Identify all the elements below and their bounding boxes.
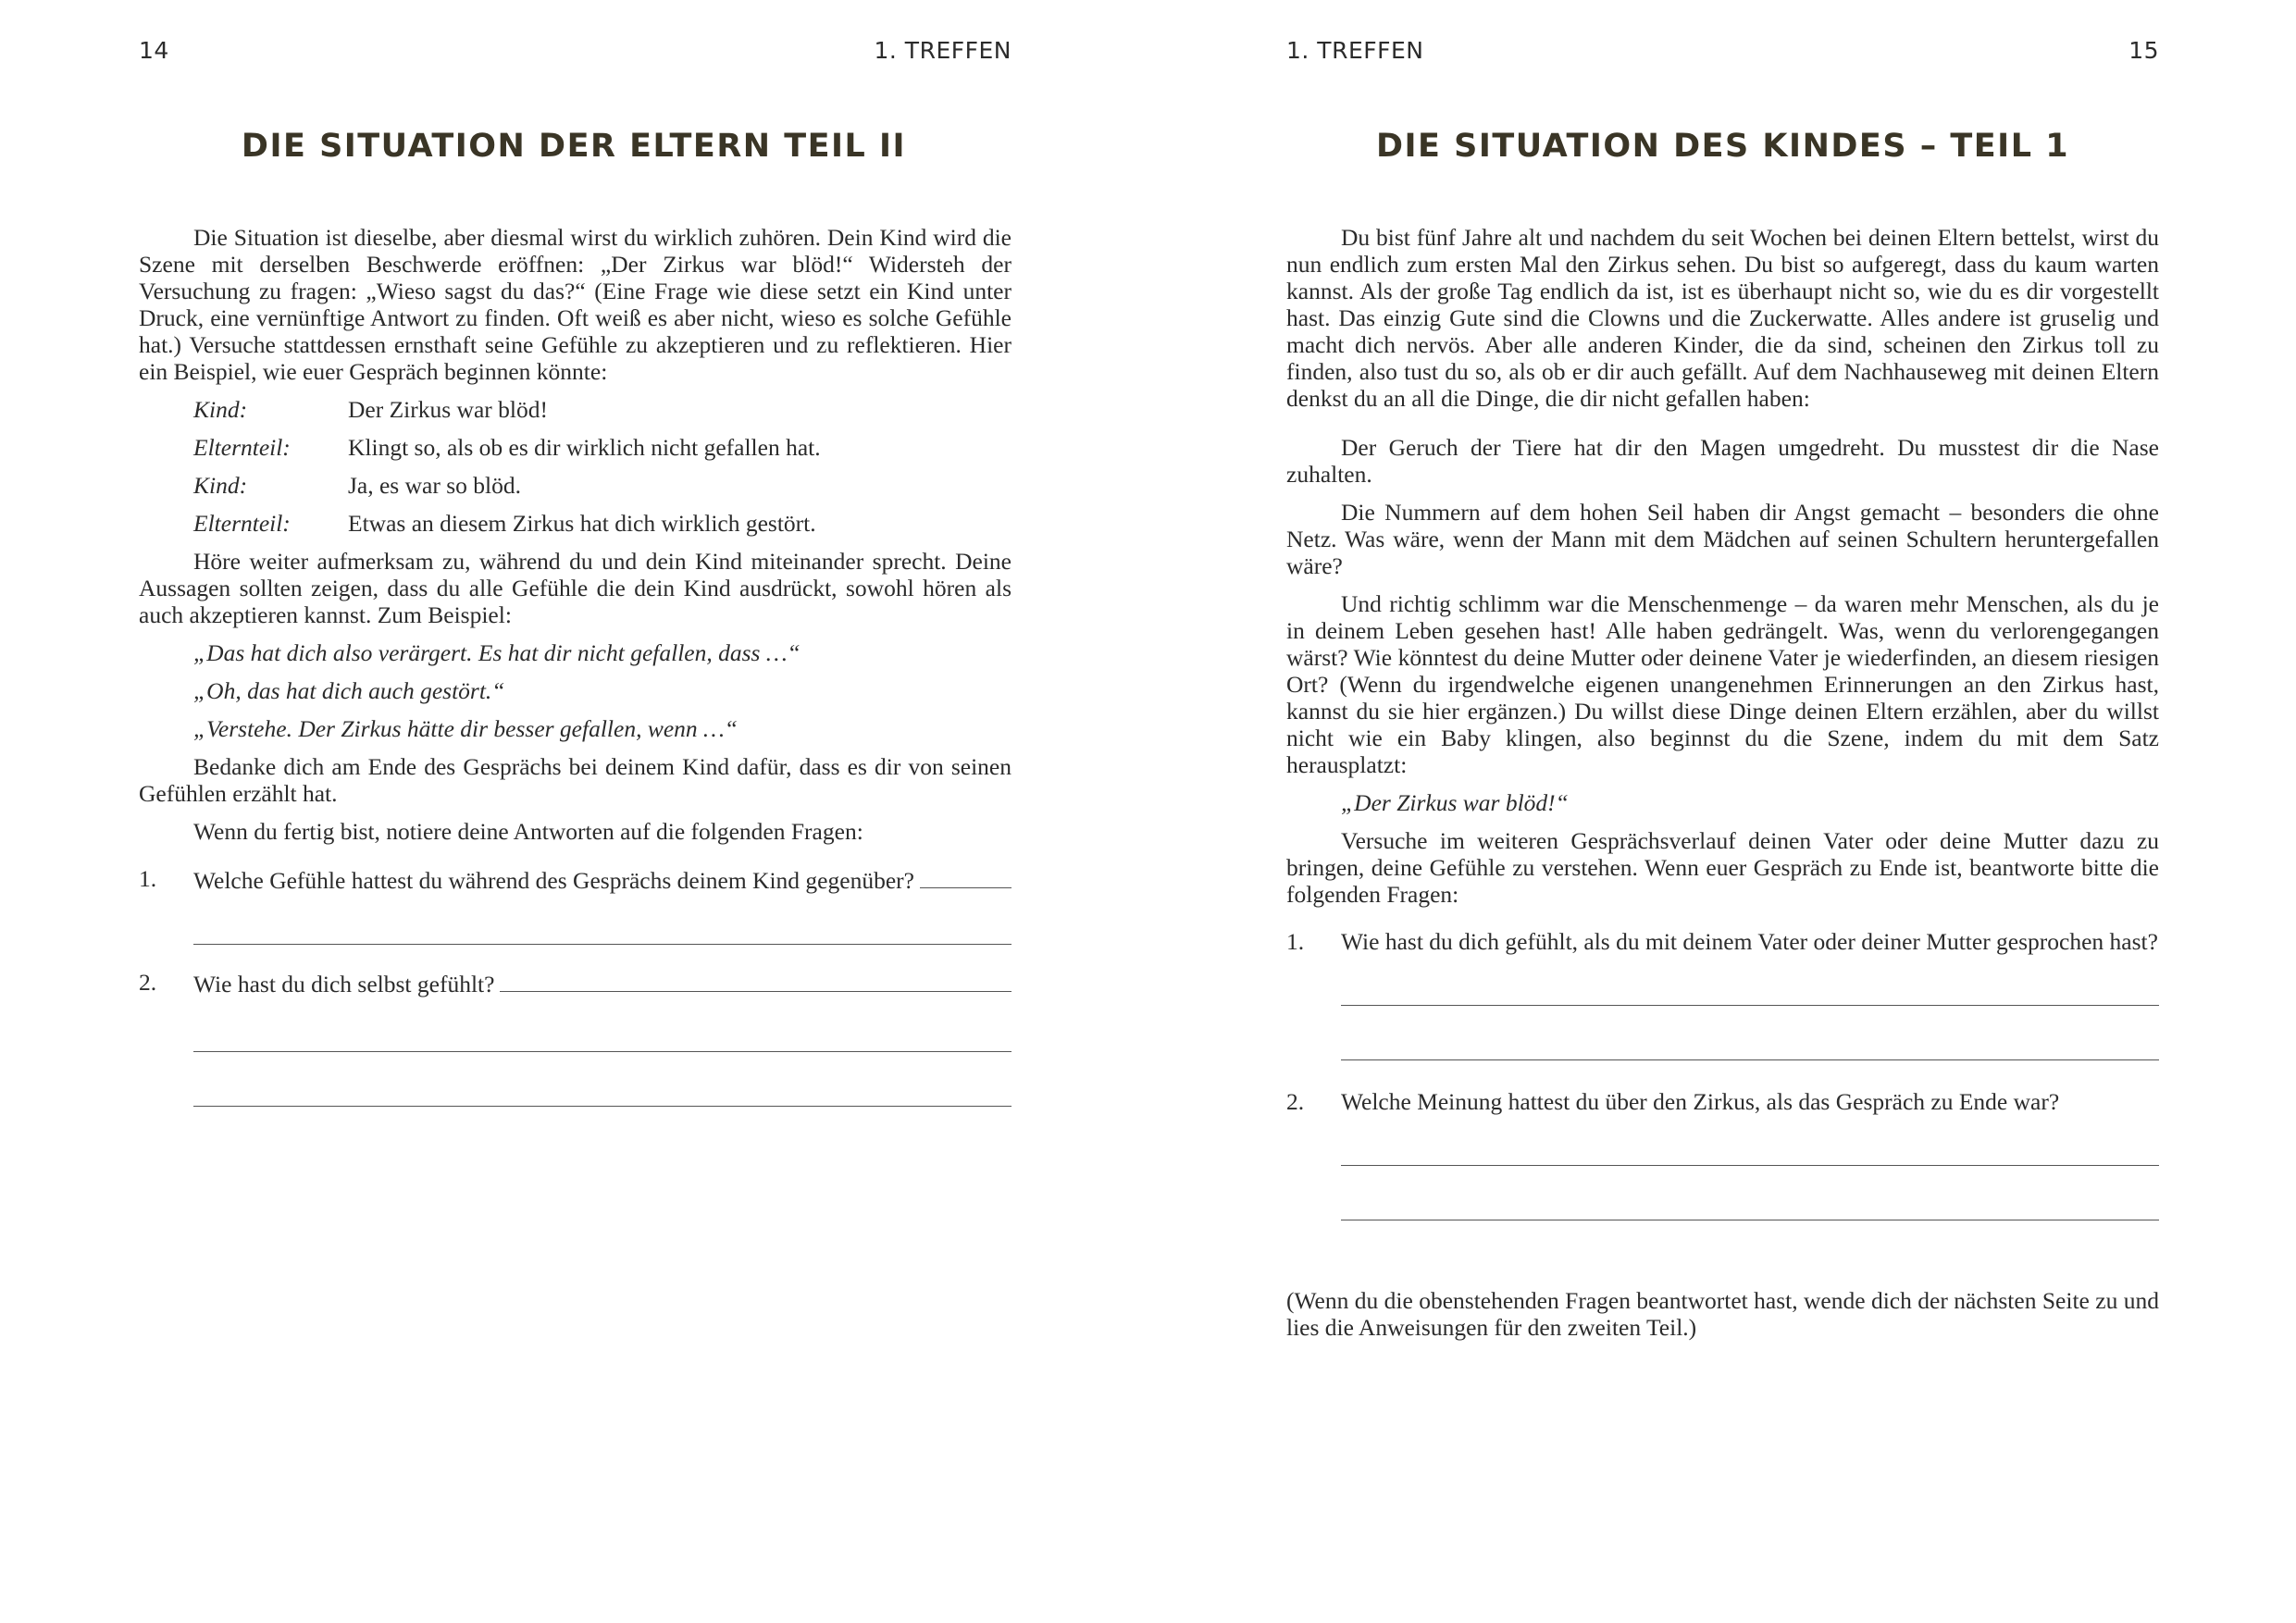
question-text: Wie hast du dich selbst gefühlt?: [193, 971, 495, 997]
quote: „Der Zirkus war blöd!“: [1341, 789, 1569, 816]
page-number: 15: [2128, 37, 2159, 64]
question-number: 1.: [139, 865, 157, 892]
answer-line[interactable]: [1341, 955, 2159, 1006]
dialogue-line: [193, 510, 1011, 537]
question-text: Wie hast du dich gefühlt, als du mit deinem Vater oder deiner Mutter gesprochen hast?: [1341, 928, 2158, 955]
dialogue-speaker: Kind:: [193, 396, 248, 423]
dialogue-speaker: Kind:: [193, 472, 248, 499]
running-head: 1. TREFFEN: [1286, 37, 1424, 64]
running-head: 1. TREFFEN: [874, 37, 1011, 64]
question-text: Welche Meinung hattest du über den Zirkus, als das Gespräch zu Ende war?: [1341, 1088, 2060, 1115]
dialogue-line: [193, 434, 1011, 461]
paragraph: Bedanke dich am Ende des Gesprächs bei deinem Kind dafür, dass es dir von seinen Gefühlen erzählt hat.: [139, 753, 1011, 807]
example-quote: „Das hat dich also verärgert. Es hat dir nicht gefallen, dass …“: [193, 639, 800, 666]
paragraph: Und richtig schlimm war die Menschenmenge – da waren mehr Menschen, als du je in deinem Leben gesehen hast! Alle haben gedrängelt. Was, wenn du verlorengegangen wärst? Wie könntest du deine Mutter oder deinene Vater je wiederfinden, an diesem riesigen Ort? (Wenn du irgendwelche eigenen unangenehmen Erinnerungen an den Zirkus hast, kannst du sie hier ergänzen.) Du willst diese Dinge deinen Eltern erzählen, aber du willst nicht wie ein Baby klingen, also beginnst du die Szene, indem du mit dem Satz herausplatzt:: [1286, 590, 2159, 778]
question-number: 2.: [1286, 1088, 1305, 1115]
question-number: 2.: [139, 969, 157, 996]
dialogue-text: Etwas an diesem Zirkus hat dich wirklich gestört.: [348, 510, 816, 537]
answer-line[interactable]: [193, 1052, 1011, 1107]
question-1: [1286, 928, 2159, 955]
example-quote: „Verstehe. Der Zirkus hätte dir besser gefallen, wenn …“: [193, 715, 738, 742]
dialogue-line: [193, 396, 1011, 423]
dialogue-speaker: Elternteil:: [193, 434, 291, 461]
paragraph: Wenn du fertig bist, notiere deine Antworten auf die folgenden Fragen:: [193, 818, 863, 845]
question-1: [139, 865, 1011, 894]
answer-line[interactable]: [193, 894, 1011, 945]
intro-paragraph: Du bist fünf Jahre alt und nachdem du seit Wochen bei deinen Eltern bettelst, wirst du nun endlich zum ersten Mal den Zirkus sehen. Du bist so aufgeregt, dass du kaum warten kannst. Als der große Tag endlich da ist, ist es überhaupt nicht so, wie du es dir vorgestellt hast. Das einzig Gute sind die Clowns und die Zuckerwatte. Alles andere ist gruselig und macht dich nervös. Aber alle anderen Kinder, die da sind, scheinen den Zirkus toll zu finden, also tust du so, als ob er dir auch gefällt. Auf dem Nachhauseweg mit deinen Eltern denkst du an all die Dinge, die dir nicht gefallen haben:: [1286, 224, 2159, 412]
answer-line[interactable]: [920, 865, 1011, 888]
answer-line[interactable]: [1341, 1166, 2159, 1220]
answer-line[interactable]: [500, 969, 1011, 992]
question-number: 1.: [1286, 928, 1305, 955]
answer-line[interactable]: [1341, 1115, 2159, 1166]
section-title: DIE SITUATION DER ELTERN TEIL II: [241, 128, 907, 165]
section-title: DIE SITUATION DES KINDES – TEIL 1: [1375, 128, 2070, 165]
answer-line[interactable]: [1341, 1006, 2159, 1060]
dialogue-text: Der Zirkus war blöd!: [348, 396, 548, 423]
dialogue-text: Klingt so, als ob es dir wirklich nicht gefallen hat.: [348, 434, 821, 461]
dialogue-line: [193, 472, 1011, 499]
answer-line[interactable]: [193, 997, 1011, 1052]
body-text: [139, 224, 1011, 1107]
closing-note: (Wenn du die obenstehenden Fragen beantwortet hast, wende dich der nächsten Seite zu und lies die Anweisungen für den zweiten Teil.): [1286, 1287, 2159, 1341]
dialogue-text: Ja, es war so blöd.: [348, 472, 521, 499]
question-2: [139, 969, 1011, 997]
question-text: Welche Gefühle hattest du während des Gesprächs deinem Kind gegenüber?: [193, 867, 914, 894]
right-page: [1148, 0, 2296, 1623]
paragraph: Die Nummern auf dem hohen Seil haben dir Angst gemacht – besonders die ohne Netz. Was wäre, wenn der Mann mit dem Mädchen auf seinen Schultern heruntergefallen wäre?: [1286, 499, 2159, 579]
dialogue-speaker: Elternteil:: [193, 510, 291, 537]
example-quote: „Oh, das hat dich auch gestört.“: [193, 677, 505, 704]
paragraph: Höre weiter aufmerksam zu, während du und dein Kind miteinander sprecht. Deine Aussagen sollten zeigen, dass du alle Gefühle die dein Kind ausdrückt, sowohl hören als auch akzeptieren kannst. Zum Beispiel:: [139, 548, 1011, 628]
page-number: 14: [139, 37, 169, 64]
intro-paragraph: Die Situation ist dieselbe, aber diesmal wirst du wirklich zuhören. Dein Kind wird die Szene mit derselben Beschwerde eröffnen: „Der Zirkus war blöd!“ Widersteh der Versuchung zu fragen: „Wieso sagst du das?“ (Eine Frage wie diese setzt ein Kind unter Druck, eine vernünftige Antwort zu finden. Oft weiß es aber nicht, wieso es solche Gefühle hat.) Versuche stattdessen ernsthaft seine Gefühle zu akzeptieren und zu reflektieren. Hier ein Beispiel, wie euer Gespräch beginnen könnte:: [139, 224, 1011, 385]
paragraph: Der Geruch der Tiere hat dir den Magen umgedreht. Du musstest dir die Nase zuhalten.: [1286, 434, 2159, 488]
question-2: [1286, 1088, 2159, 1115]
paragraph: Versuche im weiteren Gesprächsverlauf deinen Vater oder deine Mutter dazu zu bringen, deine Gefühle zu verstehen. Wenn euer Gespräch zu Ende ist, beantworte bitte die folgenden Fragen:: [1286, 827, 2159, 908]
body-text: [1286, 224, 2159, 1352]
